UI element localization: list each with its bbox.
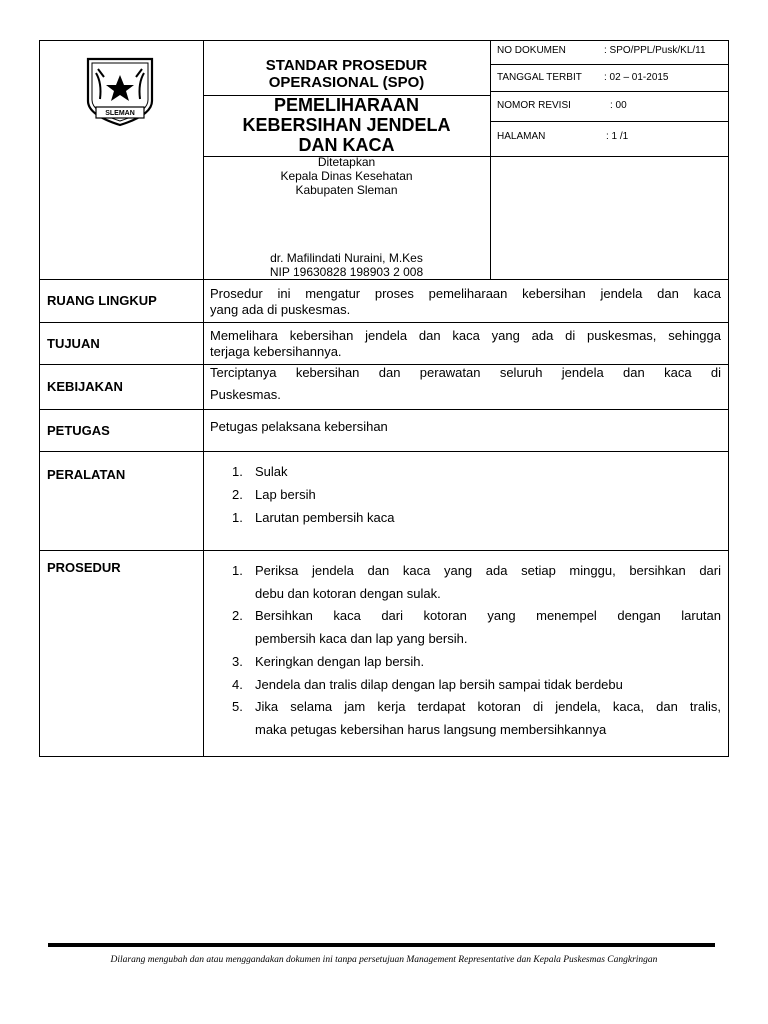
peralatan-item-num: 2.	[232, 487, 243, 502]
approval-ditetapkan: Ditetapkan	[317, 155, 376, 169]
section-label-peralatan: PERALATAN	[47, 467, 126, 482]
meta-label-nomor-revisi: NOMOR REVISI	[497, 100, 571, 111]
prosedur-item-num: 1.	[232, 563, 243, 578]
peralatan-item-num: 1.	[232, 510, 243, 525]
footer-disclaimer: Dilarang mengubah dan atau menggandakan dokumen ini tanpa persetujuan Management Representative dan Kepala Puskesmas Cangkringan	[110, 955, 658, 965]
meta-label-no-dokumen: NO DOKUMEN	[497, 45, 566, 56]
kebijakan-line2: Puskesmas.	[210, 387, 281, 402]
sleman-logo	[82, 55, 158, 129]
prosedur-item-line: Keringkan dengan lap bersih.	[255, 654, 425, 669]
prosedur-item-line: Periksa jendela dan kaca yang ada setiap minggu, bersihkan dari	[255, 563, 721, 578]
approval-signatory-name: dr. Mafilindati Nuraini, M.Kes	[270, 251, 423, 265]
prosedur-item-num: 4.	[232, 677, 243, 692]
logo-text: SLEMAN	[105, 110, 135, 117]
ruang-lingkup-line2: yang ada di puskesmas.	[210, 302, 351, 317]
tujuan-line2: terjaga kebersihannya.	[210, 344, 342, 359]
meta-value-no-dokumen: : SPO/PPL/Pusk/KL/11	[604, 45, 706, 56]
peralatan-item-num: 1.	[232, 464, 243, 479]
spo-title-line1: STANDAR PROSEDUR	[265, 57, 428, 74]
section-label-ruang-lingkup: RUANG LINGKUP	[47, 293, 157, 308]
prosedur-item-line: maka petugas kebersihan harus langsung membersihkannya	[255, 722, 607, 737]
peralatan-item-text: Lap bersih	[255, 487, 316, 502]
meta-label-halaman: HALAMAN	[497, 131, 546, 142]
prosedur-item-num: 5.	[232, 699, 243, 714]
peralatan-item-text: Sulak	[255, 464, 288, 479]
section-label-kebijakan: KEBIJAKAN	[47, 379, 123, 394]
section-label-petugas: PETUGAS	[47, 423, 110, 438]
peralatan-item-text: Larutan pembersih kaca	[255, 510, 395, 525]
approval-position: Kepala Dinas Kesehatan	[280, 169, 413, 183]
prosedur-item-line: Bersihkan kaca dari kotoran yang menempel dengan larutan	[255, 608, 721, 623]
prosedur-item-line: Jika selama jam kerja terdapat kotoran di jendela, kaca, dan tralis,	[255, 699, 721, 714]
tujuan-line1: Memelihara kebersihan jendela dan kaca yang ada di puskesmas, sehingga	[210, 328, 721, 343]
prosedur-item-line: Jendela dan tralis dilap dengan lap bersih sampai tidak berdebu	[255, 677, 623, 692]
meta-label-tanggal-terbit: TANGGAL TERBIT	[497, 72, 582, 83]
section-label-tujuan: TUJUAN	[47, 336, 100, 351]
prosedur-item-num: 2.	[232, 608, 243, 623]
meta-value-nomor-revisi: : 00	[610, 100, 627, 111]
ruang-lingkup-line1: Prosedur ini mengatur proses pemeliharaan kebersihan jendela dan kaca	[210, 286, 721, 301]
prosedur-item-line: debu dan kotoran dengan sulak.	[255, 586, 441, 601]
petugas-text: Petugas pelaksana kebersihan	[210, 419, 388, 434]
spo-title-line2: OPERASIONAL (SPO)	[268, 74, 425, 91]
section-label-prosedur: PROSEDUR	[47, 560, 121, 575]
approval-signatory-nip: NIP 19630828 198903 2 008	[269, 265, 424, 279]
prosedur-item-line: pembersih kaca dan lap yang bersih.	[255, 631, 468, 646]
meta-value-halaman: : 1 /1	[606, 131, 629, 142]
prosedur-item-num: 3.	[232, 654, 243, 669]
kebijakan-line1: Terciptanya kebersihan dan perawatan seluruh jendela dan kaca di	[210, 365, 721, 380]
meta-value-tanggal-terbit: : 02 – 01-2015	[604, 72, 669, 83]
subject-title-line3: DAN KACA	[298, 135, 395, 155]
subject-title-line2: KEBERSIHAN JENDELA	[242, 115, 451, 135]
footer-rule	[48, 943, 715, 947]
approval-region: Kabupaten Sleman	[295, 183, 398, 197]
subject-title-line1: PEMELIHARAAN	[273, 95, 419, 115]
